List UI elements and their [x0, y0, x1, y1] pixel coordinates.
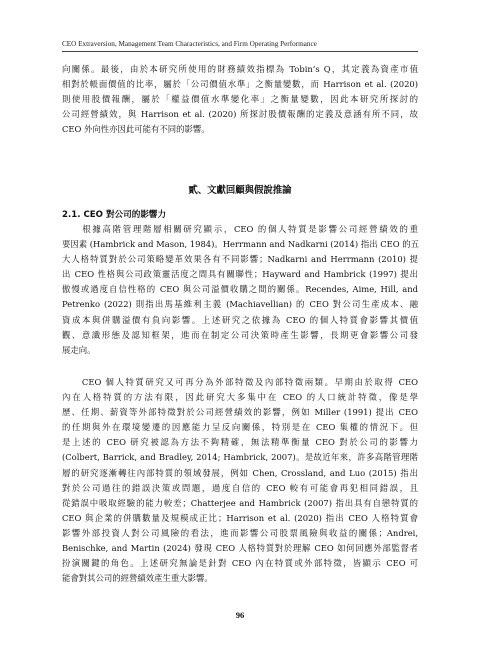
text-line: 向關係。最後，由於本研究所使用的財務績效指標為 Tobin’s Q，其定義為資產市值: [62, 64, 418, 74]
text-line: 是上述的 CEO 研究被認為方法不夠精確，無法精準衡量 CEO 對於公司的影響力: [62, 437, 418, 448]
text-line: 觀、意識形態及認知框架，進而在制定公司決策時產生影響，長期更會影響公司發: [62, 329, 418, 340]
text-line: 扮演關鍵的角色。上述研究無論是針對 CEO 內在特質或外部特徵，皆顯示 CEO 可: [62, 558, 418, 569]
text-line: 公司經營績效，與 Harrison et al. (2020) 所探討股價報酬的定義及意涵有所不同，故: [62, 109, 418, 120]
paragraph-ceo-influence: [62, 222, 418, 358]
running-header: CEO Extraversion, Management Team Characteristics, and Firm Operating Performance: [62, 40, 317, 48]
text-line: 展走向。: [62, 344, 96, 355]
text-line: CEO 個人特質研究又可再分為外部特徵及內部特徵兩類。早期由於取得 CEO: [62, 377, 418, 387]
text-line: 要因素 (Hambrick and Mason, 1984)。Herrmann and Nadkarni (2014) 指出 CEO 的五: [62, 239, 420, 250]
header-rule: [62, 51, 418, 52]
text-line: 傲慢或過度自信性格的 CEO 與公司溢價收購之間的關係。Recendes, Aime, Hill, and: [62, 284, 418, 295]
text-line: 則使用股價報酬，屬於「權益價值水準變化率」之衡量變數，因此本研究所探討的: [62, 94, 418, 105]
text-line: 歷、任期、薪資等外部特徵對於公司經營績效的影響，例如 Miller (1991) 提出 CEO: [62, 407, 418, 418]
text-line: (Colbert, Barrick, and Bradley, 2014; Hambrick, 2007)。是故近年來，許多高階管理階: [62, 452, 418, 463]
text-line: 從錯誤中吸取經驗的能力較差；Chatterjee and Hambrick (2007) 指出具有自戀特質的: [62, 497, 418, 508]
text-line: 資成本與併購溢價有負向影響。上述研究之依據為 CEO 的個人特質會影響其價值: [62, 314, 418, 325]
text-line: Petrenko (2022) 則指出馬基維利主義 (Machiavellian) 的 CEO 對公司生產成本、融: [62, 299, 418, 310]
text-line: CEO 外向性亦因此可能有不同的影響。: [62, 124, 210, 135]
text-line: 層的研究逐漸轉往內部特質的領域發展，例如 Chen, Crossland, and Luo (2015) 指出: [62, 467, 418, 478]
text-line: 的任期與外在環境變遷的因應能力呈反向關係，特別是在 CEO 集權的情況下。但: [62, 422, 418, 433]
text-line: 相對於帳面價值的比率，屬於「公司價值水準」之衡量變數，而 Harrison et al. (2020): [62, 79, 418, 90]
text-line: 根據高階管理階層相關研究顯示，CEO 的個人特質是影響公司經營績效的重: [62, 224, 418, 234]
text-line: 對於公司過往的錯誤決策或問題，過度自信的 CEO 較有可能會再犯相同錯誤，且: [62, 482, 418, 493]
text-line: 大人格特質對於公司策略變革效果各有不同影響；Nadkarni and Herrmann (2010) 提: [62, 254, 418, 265]
text-line: 出 CEO 性格與公司政策靈活度之間具有關聯性；Hayward and Hambrick (1997) 提出: [62, 269, 418, 280]
subsection-heading: 2.1. CEO 對公司的影響力: [62, 210, 167, 220]
text-line: CEO 與企業的併購數量及規模成正比；Harrison et al. (2020) 指出 CEO 人格特質會: [62, 512, 418, 523]
text-line: 能會對其公司的經營績效產生重大影響。: [62, 573, 213, 584]
section-heading: 貳、文獻回顧與假說推論: [188, 185, 292, 196]
page-number: 96: [235, 610, 245, 620]
text-line: Benischke, and Martin (2024) 發現 CEO 人格特質對於理解 CEO 如何回應外部監督者: [62, 543, 418, 554]
paragraph-ceo-traits: [62, 375, 418, 586]
text-line: 影響外部投資人對公司風險的看法，進而影響公司股票風險與收益的關係；Andrei,: [62, 527, 418, 538]
paragraph-continuation: [62, 62, 418, 137]
text-line: 內在人格特質的方法有限，因此研究大多集中在 CEO 的人口統計特徵，像是學: [62, 392, 418, 403]
